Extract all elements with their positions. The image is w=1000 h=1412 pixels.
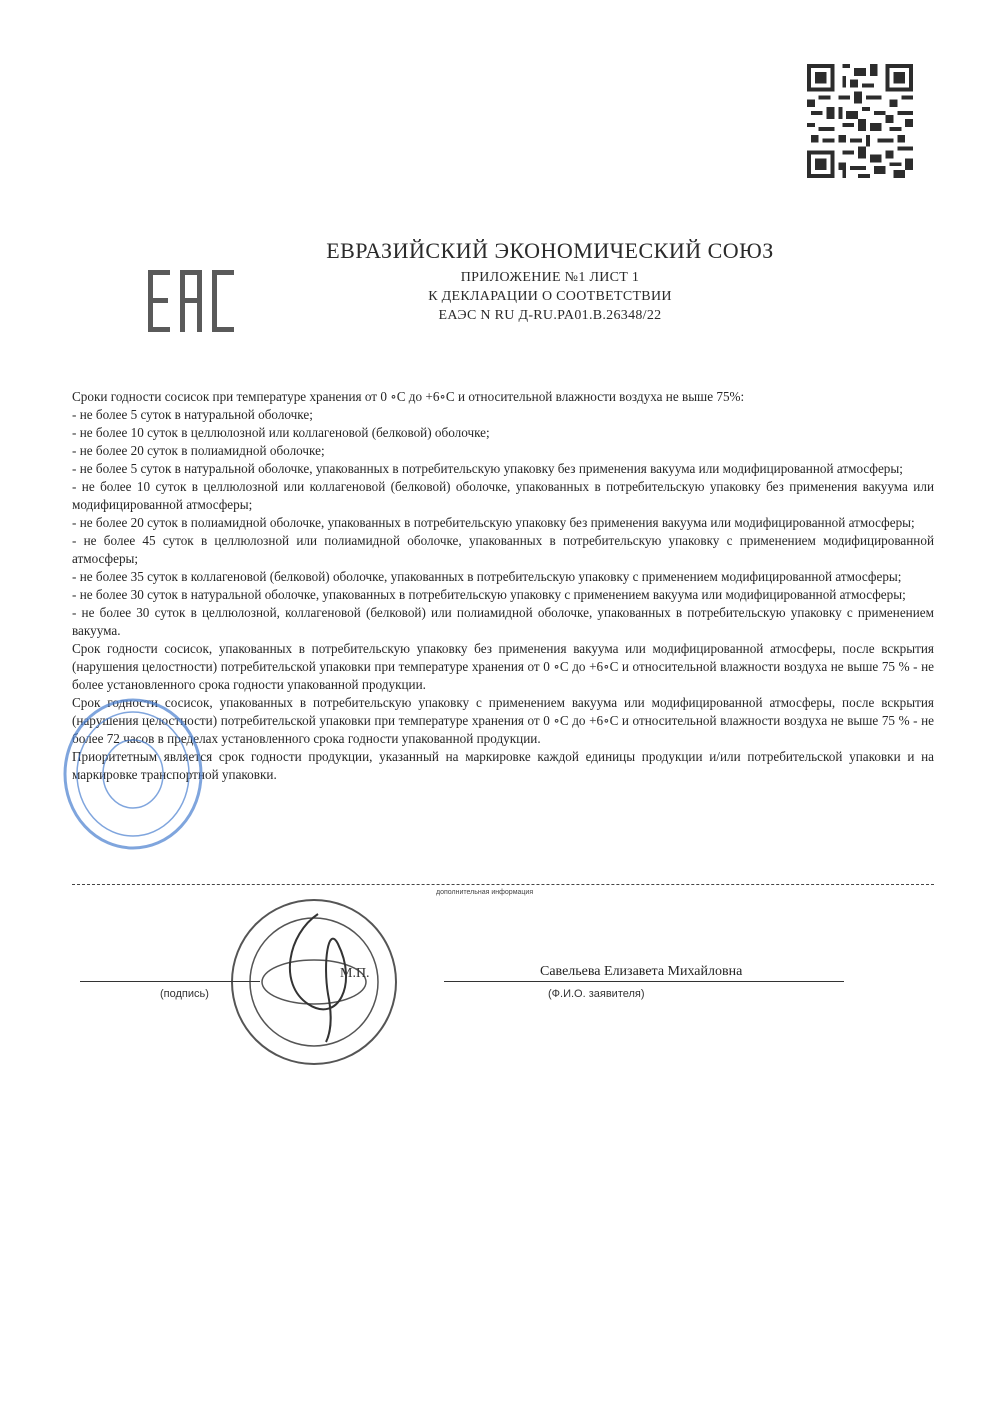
paragraph: - не более 10 суток в целлюлозной или коллагеновой (белковой) оболочке, упакованных в потребительскую упаковку без применения вакуума или модифицированной атмосферы; [72, 479, 934, 512]
name-line [444, 981, 844, 982]
declaration-number: ЕАЭС N RU Д-RU.PA01.B.26348/22 [438, 308, 662, 323]
paragraph: - не более 20 суток в полиамидной оболочке; [72, 443, 325, 458]
union-title: ЕВРАЗИЙСКИЙ ЭКОНОМИЧЕСКИЙ СОЮЗ [326, 238, 774, 263]
paragraph: - не более 35 суток в коллагеновой (белковой) оболочке, упакованных в потребительскую упаковку с применением модифицированной атмосферы; [72, 569, 902, 584]
additional-info-label: дополнительная информация [436, 889, 534, 896]
paragraph: - не более 30 суток в натуральной оболочке, упакованных в потребительскую упаковку с применением вакуума или модифицированной атмосферы; [72, 587, 906, 602]
paragraph: - не более 10 суток в целлюлозной или коллагеновой (белковой) оболочке; [72, 425, 490, 440]
divider [72, 884, 934, 885]
paragraph: Срок годности сосисок, упакованных в потребительскую упаковку с применением вакуума или модифицированной атмосферы, после вскрытия (нарушения целостности) потребительской упаковки при температуре хранения от 0 ∘С до +6∘С и относительной влажности воздуха не выше 75 % - не более 72 часов в пределах установленного срока годности упакованной продукции. [72, 695, 934, 746]
blue-stamp-icon [58, 694, 208, 854]
document-header [260, 238, 840, 325]
paragraph: - не более 5 суток в натуральной оболочке, упакованных в потребительскую упаковку без применения вакуума или модифицированной атмосферы; [72, 461, 903, 476]
stamp-mark: М.П. [340, 966, 370, 981]
paragraph: Срок годности сосисок, упакованных в потребительскую упаковку без применения вакуума или модифицированной атмосферы, после вскрытия (нарушения целостности) потребительской упаковки при температуре хранения от 0 ∘С до +6∘С и относительной влажности воздуха не выше 75 % - не более установленного срока годности упакованной продукции. [72, 641, 934, 692]
eac-logo-icon [148, 270, 234, 332]
paragraph: Приоритетным является срок годности продукции, указанный на маркировке каждой единицы продукции и/или потребительской упаковки и на маркировке транспортной упаковки. [72, 749, 934, 782]
paragraph: - не более 5 суток в натуральной оболочке; [72, 407, 313, 422]
signer-label: (Ф.И.О. заявителя) [548, 988, 645, 1000]
signature-label: (подпись) [160, 988, 209, 1000]
paragraph: Сроки годности сосисок при температуре хранения от 0 ∘С до +6∘С и относительной влажности воздуха не выше 75%: [72, 389, 745, 404]
paragraph: - не более 30 суток в целлюлозной, коллагеновой (белковой) или полиамидной оболочке, упакованных в потребительскую упаковку с применением вакуума. [72, 605, 934, 638]
signer-name: Савельева Елизавета Михайловна [540, 964, 743, 979]
appendix-title: ПРИЛОЖЕНИЕ №1 ЛИСТ 1 [460, 270, 640, 285]
paragraph: - не более 20 суток в полиамидной оболочке, упакованных в потребительскую упаковку без применения вакуума или модифицированной атмосферы; [72, 515, 915, 530]
paragraph: - не более 45 суток в целлюлозной или полиамидной оболочке, упакованных в потребительскую упаковку с применением модифицированной атмосферы; [72, 533, 934, 566]
signature-line [80, 981, 260, 982]
qr-code-icon [806, 64, 914, 178]
declaration-title: К ДЕКЛАРАЦИИ О СООТВЕТСТВИИ [428, 289, 672, 304]
